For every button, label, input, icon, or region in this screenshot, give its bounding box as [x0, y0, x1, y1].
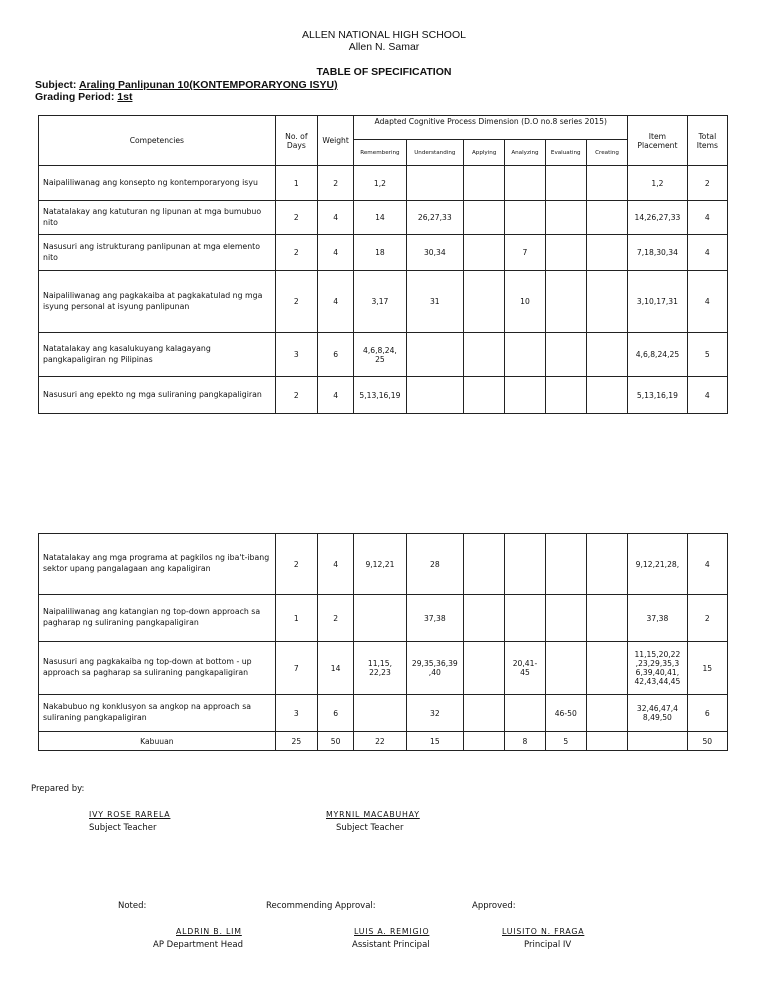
period-value: 1st: [117, 91, 133, 103]
period-label: Grading Period:: [35, 91, 118, 103]
understanding-cell: [406, 333, 463, 377]
teacher1-name: IVY ROSE RARELA: [89, 810, 171, 819]
analyzing-cell: [505, 333, 545, 377]
teacher2-role: Subject Teacher: [336, 823, 404, 833]
table-row: [39, 166, 728, 201]
understanding-cell: 28: [406, 534, 463, 595]
placement-cell: 3,10,17,31: [628, 271, 687, 333]
weight-cell: 4: [317, 201, 353, 235]
applying-cell: [464, 642, 505, 695]
head-role: AP Department Head: [153, 940, 244, 950]
creating-cell: [586, 235, 627, 271]
weight-cell: 4: [318, 534, 354, 595]
header-competencies: Competencies: [39, 116, 276, 166]
evaluating-cell: [545, 271, 586, 333]
totals-creating: [586, 732, 627, 751]
table-row: [39, 595, 728, 642]
understanding-cell: 26,27,33: [406, 201, 463, 235]
header-dimension: Adapted Cognitive Process Dimension (D.O no.8 series 2015): [354, 116, 628, 140]
remembering-cell: 18: [354, 235, 406, 271]
days-cell: 2: [275, 201, 317, 235]
totals-remembering: 22: [354, 732, 406, 751]
days-cell: 1: [275, 166, 317, 201]
understanding-cell: 30,34: [406, 235, 463, 271]
days-cell: 7: [275, 642, 317, 695]
applying-cell: [464, 201, 505, 235]
weight-cell: 4: [317, 377, 353, 414]
approved-label: Approved:: [472, 901, 516, 911]
placement-cell: 14,26,27,33: [628, 201, 687, 235]
head-name: ALDRIN B. LIM: [176, 927, 242, 936]
prepared-by-label: Prepared by:: [31, 784, 85, 794]
totals-applying: [464, 732, 505, 751]
creating-cell: [586, 333, 627, 377]
days-cell: 3: [275, 695, 317, 732]
competency-cell: Nasusuri ang epekto ng mga suliraning pangkapaligiran: [39, 377, 276, 414]
weight-cell: 6: [317, 333, 353, 377]
days-cell: 2: [275, 534, 317, 595]
placement-cell: 4,6,8,24,25: [628, 333, 687, 377]
evaluating-cell: [545, 595, 586, 642]
competency-cell: Nasusuri ang pagkakaiba ng top-down at bottom - up approach sa pagharap sa suliraning pangkapaligiran: [39, 642, 276, 695]
remembering-cell: 14: [354, 201, 406, 235]
spec-table-page1: [38, 115, 728, 414]
total-cell: 4: [687, 377, 727, 414]
totals-evaluating: 5: [545, 732, 586, 751]
creating-cell: [586, 201, 627, 235]
understanding-cell: 37,38: [406, 595, 463, 642]
remembering-cell: 1,2: [354, 166, 406, 201]
subject-label: Subject:: [35, 79, 79, 91]
remembering-cell: 9,12,21: [354, 534, 406, 595]
weight-cell: 14: [318, 642, 354, 695]
evaluating-cell: [545, 235, 586, 271]
applying-cell: [464, 595, 505, 642]
creating-cell: [586, 642, 627, 695]
total-cell: 6: [687, 695, 727, 732]
weight-cell: 2: [317, 166, 353, 201]
table-row: [39, 642, 728, 695]
header-weight: Weight: [317, 116, 353, 166]
competency-cell: Natatalakay ang kasalukuyang kalagayang pangkapaligiran ng Pilipinas: [39, 333, 276, 377]
teacher1-role: Subject Teacher: [89, 823, 157, 833]
remembering-cell: 5,13,16,19: [354, 377, 406, 414]
table-row: [39, 695, 728, 732]
level-understanding: Understanding: [406, 140, 463, 166]
analyzing-cell: [505, 695, 545, 732]
table-row: [39, 235, 728, 271]
asst-role: Assistant Principal: [352, 940, 430, 950]
recommending-label: Recommending Approval:: [266, 901, 376, 911]
total-cell: 4: [687, 534, 727, 595]
level-applying: Applying: [464, 140, 505, 166]
competency-cell: Natatalakay ang katuturan ng lipunan at mga bumubuo nito: [39, 201, 276, 235]
level-remembering: Remembering: [354, 140, 406, 166]
subject-value: Araling Panlipunan 10(KONTEMPORARYONG ISYU): [78, 79, 338, 91]
weight-cell: 6: [318, 695, 354, 732]
totals-analyzing: 8: [505, 732, 545, 751]
period-line: [35, 91, 132, 103]
level-evaluating: Evaluating: [545, 140, 586, 166]
table-row: [39, 271, 728, 333]
days-cell: 1: [275, 595, 317, 642]
understanding-cell: [406, 377, 463, 414]
evaluating-cell: [545, 534, 586, 595]
placement-cell: 32,46,47,4 8,49,50: [628, 695, 687, 732]
days-cell: 2: [275, 235, 317, 271]
weight-cell: 2: [318, 595, 354, 642]
total-cell: 4: [687, 235, 727, 271]
teacher2-name: MYRNIL MACABUHAY: [326, 810, 420, 819]
competency-cell: Naipaliliwanag ang konsepto ng kontemporaryong isyu: [39, 166, 276, 201]
applying-cell: [464, 271, 505, 333]
days-cell: 2: [275, 377, 317, 414]
document-title: TABLE OF SPECIFICATION: [316, 66, 452, 78]
table-row: [39, 377, 728, 414]
totals-weight: 50: [318, 732, 354, 751]
creating-cell: [586, 695, 627, 732]
level-analyzing: Analyzing: [505, 140, 545, 166]
spec-table-page2: [38, 533, 728, 751]
analyzing-cell: [505, 534, 545, 595]
total-cell: 5: [687, 333, 727, 377]
days-cell: 2: [275, 271, 317, 333]
evaluating-cell: [545, 377, 586, 414]
applying-cell: [464, 166, 505, 201]
creating-cell: [586, 534, 627, 595]
applying-cell: [464, 235, 505, 271]
weight-cell: 4: [317, 271, 353, 333]
placement-cell: 1,2: [628, 166, 687, 201]
competency-cell: Nakabubuo ng konklusyon sa angkop na approach sa suliraning pangkapaligiran: [39, 695, 276, 732]
creating-cell: [586, 271, 627, 333]
placement-cell: 7,18,30,34: [628, 235, 687, 271]
header-placement: Item Placement: [628, 116, 687, 166]
creating-cell: [586, 166, 627, 201]
remembering-cell: 4,6,8,24, 25: [354, 333, 406, 377]
table-row: [39, 534, 728, 595]
analyzing-cell: [505, 166, 545, 201]
remembering-cell: 11,15, 22,23: [354, 642, 406, 695]
applying-cell: [464, 695, 505, 732]
creating-cell: [586, 595, 627, 642]
competency-cell: Nasusuri ang istrukturang panlipunan at mga elemento nito: [39, 235, 276, 271]
totals-row: [39, 732, 728, 751]
placement-cell: 11,15,20,22 ,23,29,35,3 6,39,40,41, 42,43,44,45: [628, 642, 687, 695]
evaluating-cell: [545, 201, 586, 235]
remembering-cell: [354, 695, 406, 732]
competency-cell: Naipaliliwanag ang katangian ng top-down approach sa pagharap ng suliraning pangkapaligiran: [39, 595, 276, 642]
evaluating-cell: 46-50: [545, 695, 586, 732]
remembering-cell: 3,17: [354, 271, 406, 333]
applying-cell: [464, 377, 505, 414]
analyzing-cell: 20,41- 45: [505, 642, 545, 695]
analyzing-cell: 7: [505, 235, 545, 271]
weight-cell: 4: [317, 235, 353, 271]
total-cell: 4: [687, 201, 727, 235]
understanding-cell: 29,35,36,39 ,40: [406, 642, 463, 695]
totals-days: 25: [275, 732, 317, 751]
analyzing-cell: [505, 595, 545, 642]
understanding-cell: [406, 166, 463, 201]
placement-cell: 9,12,21,28,: [628, 534, 687, 595]
subject-line: [35, 79, 338, 91]
competency-cell: Naipaliliwanag ang pagkakaiba at pagkakatulad ng mga isyung personal at isyung panlipunan: [39, 271, 276, 333]
school-address: Allen N. Samar: [348, 41, 420, 53]
analyzing-cell: [505, 201, 545, 235]
principal-role: Principal IV: [524, 940, 572, 950]
table-row: [39, 201, 728, 235]
understanding-cell: 32: [406, 695, 463, 732]
level-creating: Creating: [586, 140, 627, 166]
header-total: Total Items: [687, 116, 727, 166]
total-cell: 15: [687, 642, 727, 695]
evaluating-cell: [545, 642, 586, 695]
school-name: ALLEN NATIONAL HIGH SCHOOL: [302, 29, 466, 41]
table-row: [39, 333, 728, 377]
analyzing-cell: [505, 377, 545, 414]
applying-cell: [464, 333, 505, 377]
placement-cell: 5,13,16,19: [628, 377, 687, 414]
header-days: No. of Days: [275, 116, 317, 166]
totals-total: 50: [687, 732, 727, 751]
total-cell: 4: [687, 271, 727, 333]
remembering-cell: [354, 595, 406, 642]
analyzing-cell: 10: [505, 271, 545, 333]
asst-name: LUIS A. REMIGIO: [354, 927, 430, 936]
principal-name: LUISITO N. FRAGA: [502, 927, 585, 936]
totals-placement: [628, 732, 687, 751]
competency-cell: Natatalakay ang mga programa at pagkilos ng iba't-ibang sektor upang pangalagaan ang kapaligiran: [39, 534, 276, 595]
total-cell: 2: [687, 595, 727, 642]
understanding-cell: 31: [406, 271, 463, 333]
evaluating-cell: [545, 166, 586, 201]
placement-cell: 37,38: [628, 595, 687, 642]
evaluating-cell: [545, 333, 586, 377]
totals-understanding: 15: [406, 732, 463, 751]
creating-cell: [586, 377, 627, 414]
applying-cell: [464, 534, 505, 595]
total-cell: 2: [687, 166, 727, 201]
days-cell: 3: [275, 333, 317, 377]
noted-label: Noted:: [118, 901, 147, 911]
totals-label: Kabuuan: [39, 732, 276, 751]
